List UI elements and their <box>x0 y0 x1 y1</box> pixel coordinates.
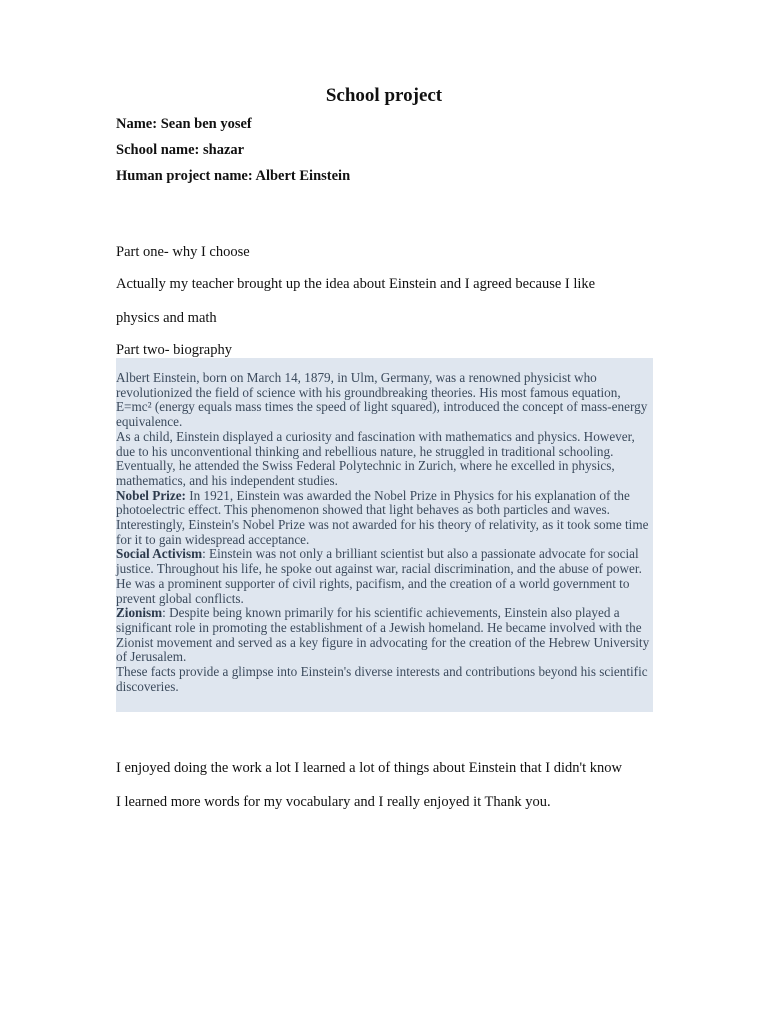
conclusion-line-2: I learned more words for my vocabulary and I really enjoyed it Thank you. <box>116 794 551 810</box>
school-name: School name: shazar <box>116 142 245 158</box>
part-one-text-line-2: physics and math <box>116 310 217 326</box>
part-one-heading: Part one- why I choose <box>116 244 250 260</box>
page-title: School project <box>325 85 443 106</box>
student-name: Name: Sean ben yosef <box>116 116 252 132</box>
bio-activism-paragraph <box>116 547 653 606</box>
bio-zionism-text: : Despite being known primarily for his scientific achievements, Einstein also played a significant role in promoting the establishment of a Jewish homeland. He became involved with the Zionist movement and served as a key figure in advocating for the creation of the Hebrew University of Jerusalem. <box>116 605 650 665</box>
bio-childhood: As a child, Einstein displayed a curiosity and fascination with mathematics and physics. However, due to his unconventional thinking and rebellious nature, he struggled in traditional schooling. Eventually, he attended the Swiss Federal Polytechnic in Zurich, where he excelled in physics, mathematics, and his independent studies. <box>116 428 635 488</box>
bio-nobel-text: In 1921, Einstein was awarded the Nobel Prize in Physics for his explanation of the photoelectric effect. This phenomenon showed that light behaves as both particles and waves. Interestingly, Einstein's Nobel Prize was not awarded for his theory of relativity, as it took some time for it to gain widespread acceptance. <box>116 487 649 547</box>
part-two-heading: Part two- biography <box>116 342 232 358</box>
bio-nobel-paragraph <box>116 489 653 548</box>
conclusion-line-1: I enjoyed doing the work a lot I learned a lot of things about Einstein that I didn't know <box>116 760 622 776</box>
bio-zionism-paragraph <box>116 606 653 665</box>
project-name: Human project name: Albert Einstein <box>116 168 351 184</box>
bio-zionism-heading: Zionism <box>116 605 163 621</box>
biography-box <box>116 358 653 712</box>
bio-intro: Albert Einstein, born on March 14, 1879, in Ulm, Germany, was a renowned physicist who revolutionized the field of science with his groundbreaking theories. His most famous equation, E=mc² (energy equals mass times the speed of light squared), introduced the concept of mass-energy equivalence. <box>116 370 648 430</box>
part-one-text-line-1: Actually my teacher brought up the idea about Einstein and I agreed because I like <box>116 276 596 292</box>
bio-activism-heading: Social Activism <box>116 546 203 562</box>
bio-nobel-heading: Nobel Prize: <box>116 487 186 503</box>
bio-activism-text: : Einstein was not only a brilliant scientist but also a passionate advocate for social justice. Throughout his life, he spoke out against war, racial discrimination, and the abuse of power. He was a prominent supporter of civil rights, pacifism, and the creation of a world government to prevent global conflicts. <box>116 546 642 606</box>
bio-closing: These facts provide a glimpse into Einstein's diverse interests and contributions beyond his scientific discoveries. <box>116 664 648 694</box>
